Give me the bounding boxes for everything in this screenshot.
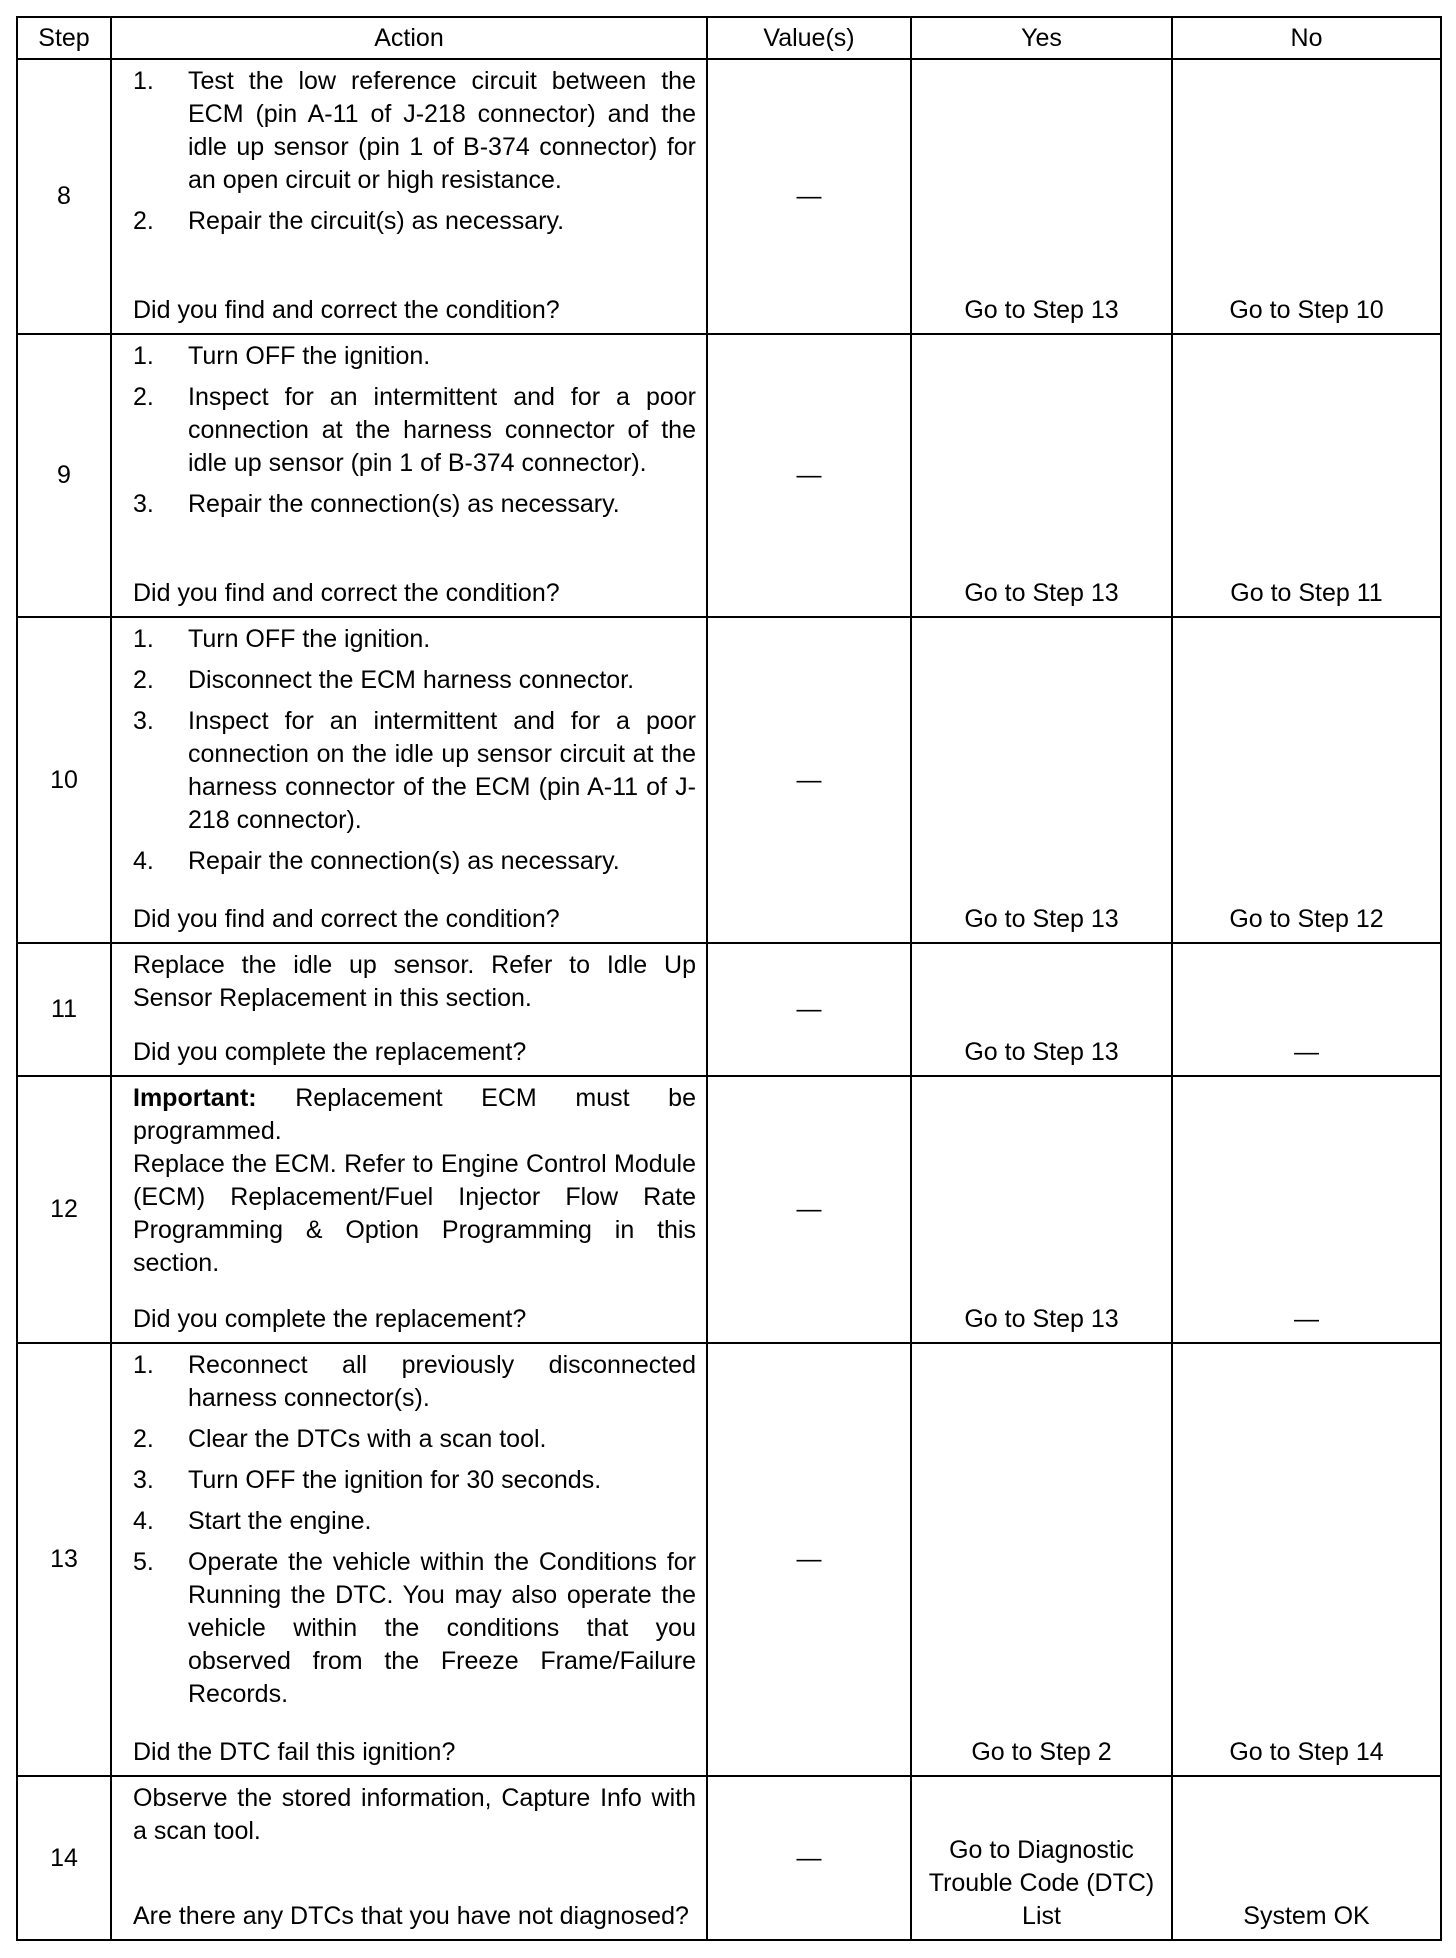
question: Did you complete the replacement? [133, 1305, 527, 1333]
no-cell: Go to Step 14 [1172, 1343, 1441, 1776]
header-values: Value(s) [707, 17, 911, 59]
action-cell [111, 617, 707, 943]
table-row [17, 943, 1441, 1076]
header-step: Step [17, 17, 111, 59]
step-number: 13 [17, 1343, 111, 1776]
header-action: Action [111, 17, 707, 59]
yes-cell: Go to Step 13 [911, 1076, 1172, 1343]
item-text: Repair the connection(s) as necessary. [188, 847, 620, 875]
item-text: Operate the vehicle within the Conditions for Running the DTC. You may also operate the vehicle within the conditions that you observed from the Freeze Frame/Failure Records. [188, 1548, 696, 1708]
question: Did you find and correct the condition? [133, 905, 560, 933]
question: Are there any DTCs that you have not diagnosed? [133, 1902, 689, 1930]
item-number: 3. [133, 1466, 154, 1494]
item-text: Turn OFF the ignition. [188, 342, 431, 370]
action-item [133, 623, 696, 656]
value-cell: — [707, 943, 911, 1076]
item-number: 3. [133, 490, 154, 518]
action-cell [111, 1076, 707, 1343]
question: Did you find and correct the condition? [133, 579, 560, 607]
action-item [133, 340, 696, 373]
no-cell: — [1172, 1076, 1441, 1343]
step-number: 12 [17, 1076, 111, 1343]
item-number: 2. [133, 383, 154, 411]
item-number: 4. [133, 1507, 154, 1535]
step-number: 9 [17, 334, 111, 617]
table-row [17, 59, 1441, 334]
no-cell: Go to Step 10 [1172, 59, 1441, 334]
item-text: Reconnect all previously disconnected harness connector(s). [188, 1351, 696, 1412]
header-yes: Yes [911, 17, 1172, 59]
diagnostic-table [16, 16, 1442, 1941]
value-cell: — [707, 59, 911, 334]
table-row [17, 1076, 1441, 1343]
question: Did you complete the replacement? [133, 1038, 527, 1066]
action-item [133, 1505, 696, 1538]
action-text: Replace the ECM. Refer to Engine Control Module (ECM) Replacement/Fuel Injector Flow Rate Programming & Option Programming in this section. [133, 1150, 696, 1277]
no-cell: — [1172, 943, 1441, 1076]
item-text: Test the low reference circuit between the ECM (pin A-11 of J-218 connector) and the idle up sensor (pin 1 of B-374 connector) for an open circuit or high resistance. [188, 67, 696, 194]
item-number: 1. [133, 67, 154, 95]
action-cell [111, 1776, 707, 1940]
action-item [133, 845, 696, 878]
value-cell: — [707, 617, 911, 943]
item-number: 1. [133, 625, 154, 653]
yes-cell: Go to Step 13 [911, 334, 1172, 617]
action-item [133, 381, 696, 480]
item-text: Disconnect the ECM harness connector. [188, 666, 635, 694]
no-cell: System OK [1172, 1776, 1441, 1940]
item-number: 1. [133, 342, 154, 370]
important-text: Replacement ECM must be programmed. [133, 1084, 696, 1145]
header-no: No [1172, 17, 1441, 59]
yes-cell: Go to Step 13 [911, 59, 1172, 334]
step-number: 8 [17, 59, 111, 334]
table-row [17, 334, 1441, 617]
question: Did the DTC fail this ignition? [133, 1738, 456, 1766]
step-number: 11 [17, 943, 111, 1076]
item-text: Clear the DTCs with a scan tool. [188, 1425, 547, 1453]
value-cell: — [707, 334, 911, 617]
item-number: 3. [133, 707, 154, 735]
item-text: Repair the connection(s) as necessary. [188, 490, 620, 518]
action-item [133, 1349, 696, 1415]
item-number: 2. [133, 1425, 154, 1453]
action-cell [111, 59, 707, 334]
question: Did you find and correct the condition? [133, 296, 560, 324]
item-text: Repair the circuit(s) as necessary. [188, 207, 565, 235]
item-text: Inspect for an intermittent and for a poor connection on the idle up sensor circuit at the harness connector of the ECM (pin A-11 of J-218 connector). [188, 707, 696, 834]
action-text: Replace the idle up sensor. Refer to Idle Up Sensor Replacement in this section. [133, 951, 696, 1012]
action-cell [111, 334, 707, 617]
action-item [133, 705, 696, 837]
step-number: 14 [17, 1776, 111, 1940]
action-cell [111, 943, 707, 1076]
yes-cell: Go to Diagnostic Trouble Code (DTC) List [911, 1776, 1172, 1940]
item-text: Inspect for an intermittent and for a poor connection at the harness connector of the idle up sensor (pin 1 of B-374 connector). [188, 383, 696, 477]
action-item [133, 1423, 696, 1456]
item-number: 2. [133, 207, 154, 235]
action-cell [111, 1343, 707, 1776]
value-cell: — [707, 1343, 911, 1776]
item-number: 1. [133, 1351, 154, 1379]
action-item [133, 65, 696, 197]
action-text: Observe the stored information, Capture Info with a scan tool. [133, 1784, 696, 1845]
header-row [17, 17, 1441, 59]
value-cell: — [707, 1776, 911, 1940]
no-cell: Go to Step 11 [1172, 334, 1441, 617]
item-number: 5. [133, 1548, 154, 1576]
value-cell: — [707, 1076, 911, 1343]
action-item [133, 205, 696, 238]
step-number: 10 [17, 617, 111, 943]
action-item [133, 1464, 696, 1497]
yes-cell: Go to Step 13 [911, 617, 1172, 943]
no-cell: Go to Step 12 [1172, 617, 1441, 943]
important-label: Important: [133, 1084, 257, 1112]
action-item [133, 664, 696, 697]
item-text: Turn OFF the ignition. [188, 625, 431, 653]
yes-cell: Go to Step 2 [911, 1343, 1172, 1776]
table-row [17, 617, 1441, 943]
yes-cell: Go to Step 13 [911, 943, 1172, 1076]
table-row [17, 1776, 1441, 1940]
item-number: 2. [133, 666, 154, 694]
action-item [133, 488, 696, 521]
important-note [133, 1082, 696, 1148]
action-item [133, 1546, 696, 1711]
item-text: Start the engine. [188, 1507, 372, 1535]
item-number: 4. [133, 847, 154, 875]
item-text: Turn OFF the ignition for 30 seconds. [188, 1466, 602, 1494]
table-row [17, 1343, 1441, 1776]
